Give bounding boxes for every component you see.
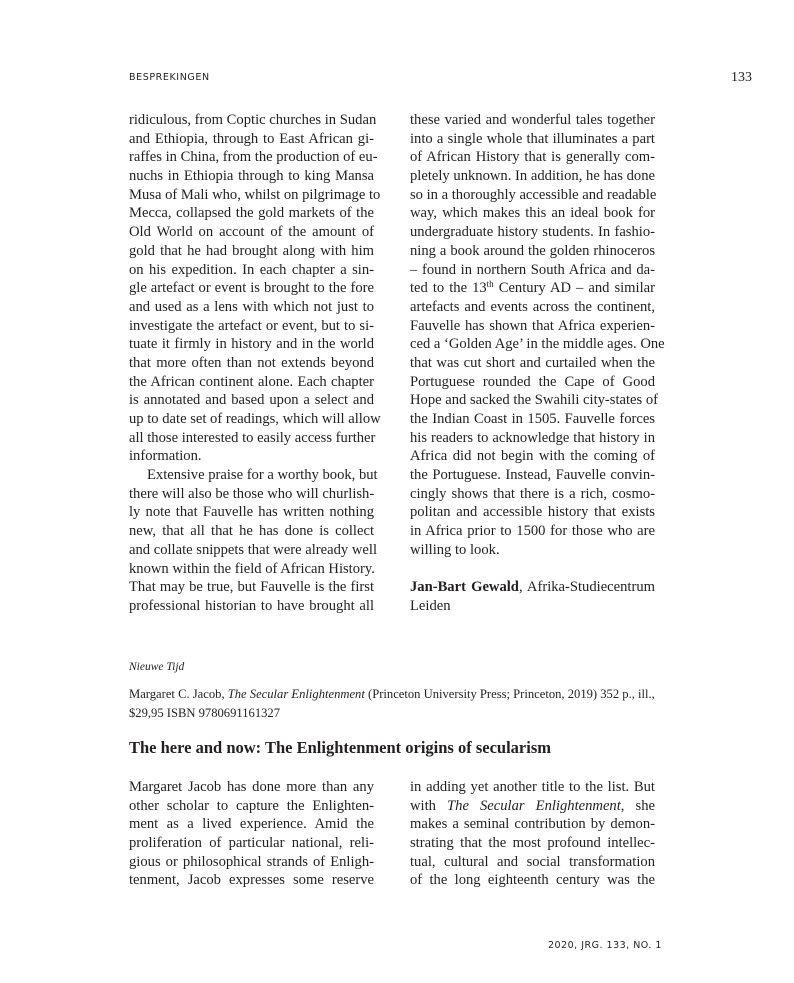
- text-line: Fauvelle has shown that Africa experien-: [410, 317, 655, 334]
- text-line: and Ethiopia, through to East African gi-: [129, 130, 374, 147]
- text-line: that more often than not extends beyond: [129, 354, 374, 371]
- text-line: strating that the most profound intellec-: [410, 835, 655, 852]
- text-line: other scholar to capture the Enlighten-: [129, 797, 374, 814]
- text-line: proliferation of particular national, reli-: [129, 835, 374, 852]
- text-line: Extensive praise for a worthy book, but: [147, 467, 378, 484]
- text-line: politan and accessible history that exists: [410, 504, 655, 521]
- text-line: into a single whole that illuminates a part: [410, 130, 655, 147]
- text-line: Portuguese rounded the Cape of Good: [410, 373, 655, 390]
- reviewer-name: Jan-Bart Gewald: [410, 579, 519, 596]
- text-line: Margaret Jacob has done more than any: [129, 779, 374, 795]
- citation-title: The Secular Enlightenment: [227, 687, 365, 701]
- text-line: Old World on account of the amount of: [129, 224, 374, 241]
- text-fragment: , she: [620, 797, 655, 814]
- text-line: tuate it firmly in history and in the world: [129, 336, 374, 353]
- text-line: on his expedition. In each chapter a sin-: [129, 261, 374, 278]
- text-line: and collate snippets that were already well: [129, 541, 377, 558]
- text-line: there will also be those who will churlish-: [129, 485, 375, 502]
- text-line: in adding yet another title to the list. But: [410, 779, 655, 795]
- text-line: and used as a lens with which not just to: [129, 298, 374, 315]
- text-line: ced a ‘Golden Age’ in the middle ages. One: [410, 336, 665, 353]
- text-line: ment as a lived experience. Amid the: [129, 816, 374, 833]
- text-line: gious or philosophical strands of Enligh-: [129, 853, 374, 870]
- text-line: raffes in China, from the production of eu-: [129, 149, 378, 166]
- text-line: the Indian Coast in 1505. Fauvelle forces: [410, 411, 655, 427]
- text-line: the African continent alone. Each chapter: [129, 373, 374, 390]
- text-line: pletely unknown. In addition, he has done: [410, 168, 655, 185]
- century-superscript: th: [486, 279, 494, 290]
- reviewer-signature: [410, 578, 655, 597]
- text-line: that was cut short and curtailed when the: [410, 354, 655, 371]
- book-citation: [129, 685, 659, 723]
- text-line: cingly shows that there is a rich, cosmo-: [410, 485, 655, 502]
- text-line: the Portuguese. Instead, Fauvelle convin-: [410, 467, 655, 484]
- text-line: ly note that Fauvelle has written nothing: [129, 504, 374, 521]
- reviewer-city: Leiden: [410, 597, 451, 614]
- text-line: known within the field of African History.: [129, 560, 375, 577]
- review1-column-2: [410, 111, 665, 616]
- section-label: Nieuwe Tijd: [129, 661, 185, 673]
- text-line: of African History that is generally com-: [410, 149, 655, 166]
- review-title: The here and now: The Enlightenment origins of secularism: [129, 738, 551, 757]
- review2-column-1: [129, 778, 374, 890]
- page-number: 133: [731, 70, 752, 85]
- text-line: – found in northern South Africa and da-: [410, 261, 655, 278]
- text-line: of the long eighteenth century was the: [410, 872, 655, 889]
- text-line: all those interested to easily access further: [129, 429, 376, 446]
- text-line: up to date set of readings, which will allow: [129, 411, 381, 427]
- text-line: nuchs in Ethiopia through to king Mansa: [129, 168, 374, 185]
- review2-column-2: [410, 778, 655, 890]
- text-line-with-title: [410, 797, 655, 816]
- running-head: BESPREKINGEN: [129, 72, 210, 83]
- text-line: is annotated and based upon a select and: [129, 392, 374, 409]
- text-line: information.: [129, 448, 202, 465]
- text-line: Mecca, collapsed the gold markets of the: [129, 205, 374, 222]
- reviewer-affiliation: , Afrika-Studiecentrum: [518, 579, 655, 596]
- text-line: artefacts and events across the continent,: [410, 298, 655, 315]
- citation-price-isbn: $29,95 ISBN 9780691161327: [129, 706, 281, 720]
- text-line: Hope and sacked the Swahili city-states of: [410, 392, 659, 409]
- book-title-italic: The Secular Enlightenment: [447, 797, 621, 814]
- text-line: investigate the artefact or event, but to si-: [129, 317, 374, 334]
- text-line-century: [410, 279, 655, 298]
- text-line: willing to look.: [410, 541, 500, 558]
- text-line: Musa of Mali who, whilst on pilgrimage to: [129, 186, 381, 203]
- citation-details: (Princeton University Press; Princeton, 2019) 352 p., ill.,: [364, 687, 655, 701]
- century-suffix: Century AD – and similar: [493, 280, 655, 297]
- text-line: That may be true, but Fauvelle is the first: [129, 579, 374, 596]
- issue-footer: 2020, JRG. 133, NO. 1: [548, 940, 662, 951]
- text-line: gold that he had brought along with him: [129, 242, 374, 259]
- text-line: ridiculous, from Coptic churches in Sudan: [129, 112, 377, 128]
- spacer: [410, 560, 655, 579]
- century-prefix: ted to the 13: [410, 280, 487, 297]
- text-line: undergraduate history students. In fashio-: [410, 224, 655, 241]
- text-line: professional historian to have brought all: [129, 597, 374, 614]
- text-line: new, that all that he has done is collect: [129, 523, 374, 540]
- text-line: in Africa prior to 1500 for those who are: [410, 523, 655, 540]
- text-line: so in a thoroughly accessible and readable: [410, 186, 657, 203]
- text-line: tenment, Jacob expresses some reserve: [129, 872, 374, 889]
- text-line: way, which makes this an ideal book for: [410, 205, 655, 222]
- text-fragment: with: [410, 797, 448, 814]
- text-line: his readers to acknowledge that history in: [410, 429, 655, 446]
- text-line: makes a seminal contribution by demon-: [410, 816, 655, 833]
- citation-author: Margaret C. Jacob,: [129, 687, 228, 701]
- text-line: ning a book around the golden rhinoceros: [410, 242, 655, 259]
- text-line: Africa did not begin with the coming of: [410, 448, 655, 465]
- review1-column-1: [129, 111, 381, 616]
- text-line: tual, cultural and social transformation: [410, 853, 655, 870]
- text-line: gle artefact or event is brought to the fore: [129, 280, 374, 297]
- text-line: these varied and wonderful tales together: [410, 112, 655, 128]
